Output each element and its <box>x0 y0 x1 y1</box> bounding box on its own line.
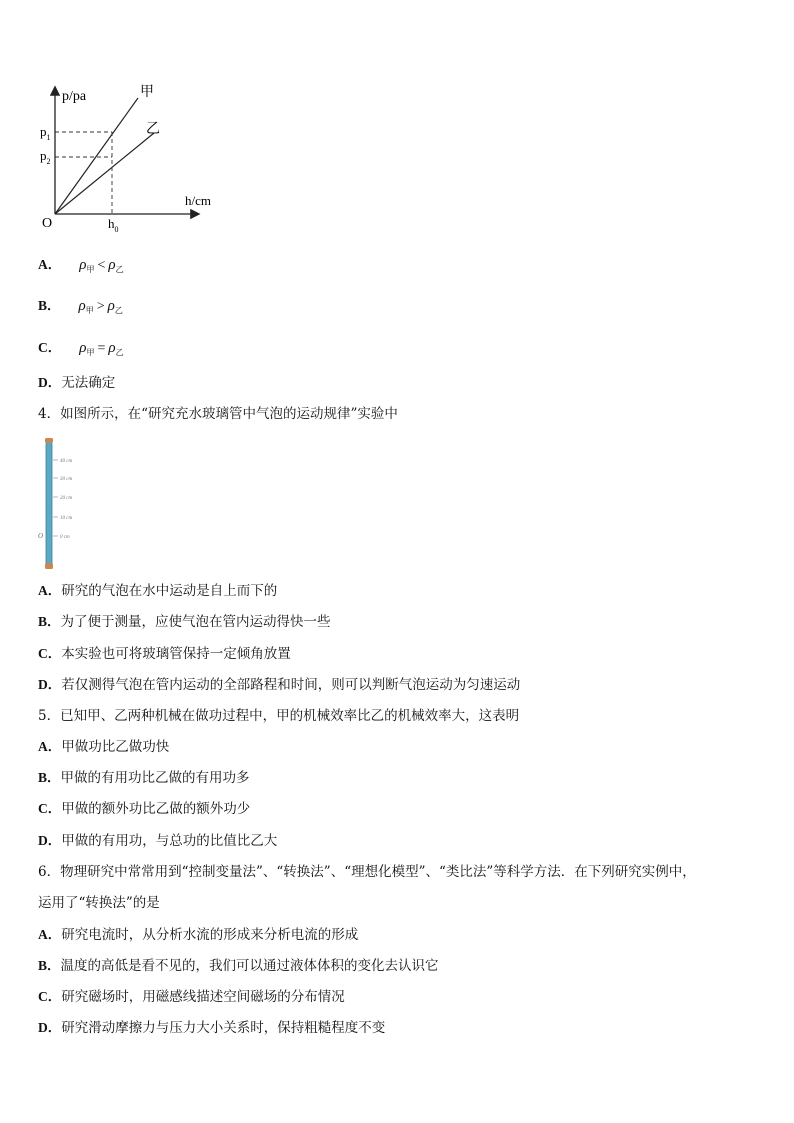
q3-option-a: A． $\rho_甲 < \rho_乙$ <box>38 257 124 274</box>
q4-option-c: C．本实验也可将玻璃管保持一定倾角放置 <box>38 646 291 662</box>
q5-stem: 5．已知甲、乙两种机械在做功过程中，甲的机械效率比乙的机械效率大，这表明 <box>38 708 520 724</box>
q6-option-d: D．研究滑动摩擦力与压力大小关系时，保持粗糙程度不变 <box>38 1020 386 1036</box>
q4-option-a: A．研究的气泡在水中运动是自上而下的 <box>38 583 278 599</box>
scale-ticks <box>53 460 58 536</box>
q5-option-c: C．甲做的额外功比乙做的额外功少 <box>38 801 251 817</box>
mark-0cm: 0 cm <box>60 535 70 540</box>
q4-stem: 4．如图所示，在“研究充水玻璃管中气泡的运动规律”实验中 <box>38 406 398 422</box>
tube-cap-top <box>45 438 53 443</box>
mark-10cm: 10 cm <box>60 516 73 521</box>
q6-option-c: C．研究磁场时，用磁感线描述空间磁场的分布情况 <box>38 989 345 1005</box>
line-yi-label: 乙 <box>146 121 160 137</box>
y-axis-label: p/pa <box>62 89 87 104</box>
q6-stem-line1: 6．物理研究中常常用到“控制变量法”、“转换法”、“理想化模型”、“类比法”等科学方法．在下列研究实例中， <box>38 864 696 880</box>
tube-cap-bottom <box>45 563 53 569</box>
pressure-depth-graph <box>30 78 230 238</box>
h0-label: $h_0$ <box>108 216 119 234</box>
q6-stem-line2: 运用了“转换法”的是 <box>38 895 160 911</box>
p1-label: $p_1$ <box>40 124 51 142</box>
mark-20cm: 20 cm <box>60 496 73 501</box>
q3-option-b: B． $\rho_甲 > \rho_乙$ <box>38 298 123 315</box>
mark-40cm: 40 cm <box>60 459 73 464</box>
q6-option-b: B．温度的高低是看不见的，我们可以通过液体体积的变化去认识它 <box>38 958 439 974</box>
q5-option-d: D．甲做的有用功，与总功的比值比乙大 <box>38 833 278 849</box>
tube-origin-label: O <box>38 532 44 540</box>
glass-tube-figure <box>36 438 86 570</box>
q3-option-c: C． $\rho_甲 = \rho_乙$ <box>38 340 124 357</box>
tube-body <box>46 441 52 566</box>
q5-option-b: B．甲做的有用功比乙做的有用功多 <box>38 770 250 786</box>
p2-label: $p_2$ <box>40 148 51 166</box>
q4-option-b: B．为了便于测量，应使气泡在管内运动得快一些 <box>38 614 331 630</box>
mark-30cm: 30 cm <box>60 477 73 482</box>
q5-option-a: A．甲做功比乙做功快 <box>38 739 170 755</box>
origin-label: O <box>42 216 53 231</box>
q6-option-a: A．研究电流时，从分析水流的形成来分析电流的形成 <box>38 927 359 943</box>
x-axis-label: h/cm <box>185 193 211 208</box>
q4-option-d: D．若仅测得气泡在管内运动的全部路程和时间，则可以判断气泡运动为匀速运动 <box>38 677 521 693</box>
q3-option-d: D．无法确定 <box>38 375 116 391</box>
line-jia-label: 甲 <box>140 84 154 100</box>
